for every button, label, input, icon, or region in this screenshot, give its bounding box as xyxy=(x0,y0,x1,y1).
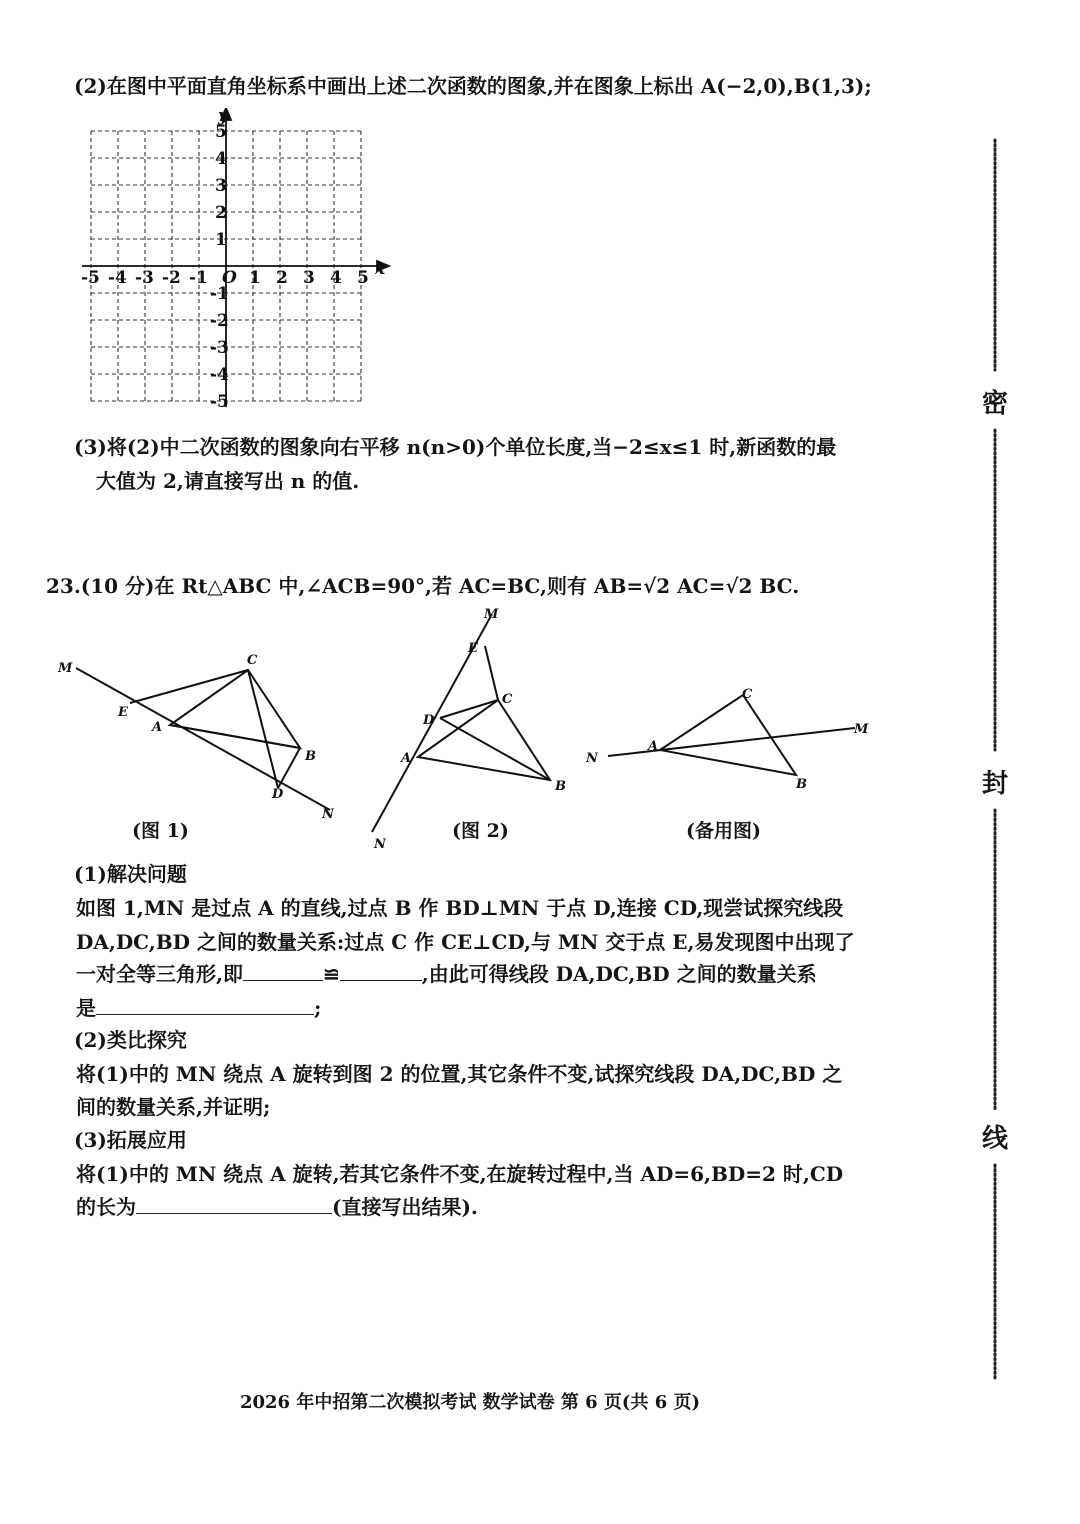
x-tick-label: -1 xyxy=(189,268,208,288)
page-footer: 2026 年中招第二次模拟考试 数学试卷 第 6 页(共 6 页) xyxy=(239,1392,701,1413)
y-tick-label: -2 xyxy=(210,311,229,331)
q22-part2-text: (2)在图中平面直角坐标系中画出上述二次函数的图象,并在图象上标出 A(−2,0),B(1,3); xyxy=(74,74,872,98)
q23-part1-line4a: 是 xyxy=(76,996,96,1020)
coordinate-grid xyxy=(78,108,398,408)
fig3-line-mn xyxy=(608,728,855,756)
q23-heading: 23.(10 分)在 Rt△ABC 中,∠ACB=90°,若 AC=BC,则有 AB=√2 AC=√2 BC. xyxy=(46,574,800,598)
q23-part1-line3 xyxy=(76,958,817,990)
q23-part2-title: (2)类比探究 xyxy=(74,1028,187,1052)
y-tick-label: 3 xyxy=(215,176,227,196)
q23-part1-line3b: ,由此可得线段 DA,DC,BD 之间的数量关系 xyxy=(421,962,817,986)
q23-part2-line2: 间的数量关系,并证明; xyxy=(76,1095,271,1119)
answer-blank-triangle1[interactable] xyxy=(243,960,323,981)
fig2-segment-ec xyxy=(485,646,498,700)
q23-part3-line2b: (直接写出结果). xyxy=(332,1195,478,1219)
q23-part1-line2: DA,DC,BD 之间的数量关系:过点 C 作 CE⊥CD,与 MN 交于点 E,易发现图中出现了 xyxy=(76,930,855,954)
y-tick-label: 4 xyxy=(215,149,227,169)
fig1-label-e: E xyxy=(118,705,128,720)
fig1-segment-ce xyxy=(130,670,248,703)
x-tick-label: 2 xyxy=(276,268,288,288)
fig1-label-b: B xyxy=(305,749,316,764)
origin-label: O xyxy=(222,268,237,288)
q23-part1-line4 xyxy=(76,992,321,1024)
fig2-segment-dc xyxy=(440,700,498,718)
q23-part1-line1: 如图 1,MN 是过点 A 的直线,过点 B 作 BD⊥MN 于点 D,连接 CD,现尝试探究线段 xyxy=(76,896,844,920)
margin-char-feng: 封 xyxy=(981,769,1008,799)
fig3-triangle-abc xyxy=(660,695,796,775)
y-tick-label: -4 xyxy=(210,365,229,385)
q23-part1-line4b: ; xyxy=(314,996,322,1020)
y-tick-label: 2 xyxy=(215,203,227,223)
q22-part3-line1: (3)将(2)中二次函数的图象向右平移 n(n>0)个单位长度,当−2≤x≤1 时,新函数的最 xyxy=(74,435,837,459)
fig2-label-e: E xyxy=(468,641,478,656)
q23-part1-title: (1)解决问题 xyxy=(74,862,187,886)
q23-part3-title: (3)拓展应用 xyxy=(74,1128,187,1152)
fig2-label-c: C xyxy=(502,692,513,707)
fig2-label-m: M xyxy=(484,607,499,622)
x-axis-label: x xyxy=(375,259,386,279)
x-tick-label: -4 xyxy=(108,268,127,288)
fig3-caption: (备用图) xyxy=(686,820,761,842)
fig3-label-n: N xyxy=(586,751,598,766)
x-tick-label: 5 xyxy=(357,268,369,288)
fig2-label-b: B xyxy=(555,779,566,794)
congruent-symbol: ≌ xyxy=(322,962,340,986)
q23-part3-line1: 将(1)中的 MN 绕点 A 旋转,若其它条件不变,在旋转过程中,当 AD=6,BD=2 时,CD xyxy=(76,1162,844,1186)
fig1-label-n: N xyxy=(322,807,334,822)
q23-part2-line1: 将(1)中的 MN 绕点 A 旋转到图 2 的位置,其它条件不变,试探究线段 DA,DC,BD 之 xyxy=(76,1062,843,1086)
x-tick-label: 4 xyxy=(330,268,342,288)
fig1-caption: (图 1) xyxy=(132,820,189,842)
q23-part1-line3a: 一对全等三角形,即 xyxy=(76,962,243,986)
fig1-segment-ab xyxy=(170,725,300,748)
seal-dotted-line xyxy=(980,130,1010,1390)
y-tick-label: -5 xyxy=(210,392,229,408)
q22-part3-line2: 大值为 2,请直接写出 n 的值. xyxy=(96,469,360,493)
y-tick-label: 1 xyxy=(215,230,227,250)
fig3-label-b: B xyxy=(796,777,807,792)
y-tick-label: -3 xyxy=(210,338,229,358)
margin-char-xian: 线 xyxy=(981,1124,1008,1154)
margin-char-mi: 密 xyxy=(981,389,1008,419)
fig1-line-mn xyxy=(76,668,330,810)
q23-part3-line2a: 的长为 xyxy=(76,1195,136,1219)
fig2-label-n: N xyxy=(374,837,386,852)
fig3-label-a: A xyxy=(648,739,659,754)
fig3-label-c: C xyxy=(742,687,753,702)
fig2-label-a: A xyxy=(401,751,412,766)
fig1-label-m: M xyxy=(58,661,73,676)
y-tick-label: -1 xyxy=(210,284,229,304)
fig1-segment-cd xyxy=(248,670,278,788)
fig1-label-a: A xyxy=(152,720,163,735)
fig1-label-c: C xyxy=(247,653,258,668)
y-axis-label: y xyxy=(218,108,228,126)
answer-blank-cd[interactable] xyxy=(136,1193,332,1214)
y-tick-label: 5 xyxy=(215,122,227,142)
q23-part3-line2 xyxy=(76,1191,478,1223)
answer-blank-relation[interactable] xyxy=(96,994,314,1015)
answer-blank-triangle2[interactable] xyxy=(340,960,422,981)
fig1-segment-bd xyxy=(278,748,300,788)
fig2-caption: (图 2) xyxy=(452,820,509,842)
fig3-label-m: M xyxy=(854,722,869,737)
fig1-label-d: D xyxy=(272,787,284,802)
x-tick-label: -2 xyxy=(162,268,181,288)
x-tick-label: -5 xyxy=(81,268,100,288)
x-tick-label: 1 xyxy=(249,268,261,288)
x-tick-label: -3 xyxy=(135,268,154,288)
x-tick-label: 3 xyxy=(303,268,315,288)
fig2-label-d: D xyxy=(423,713,435,728)
